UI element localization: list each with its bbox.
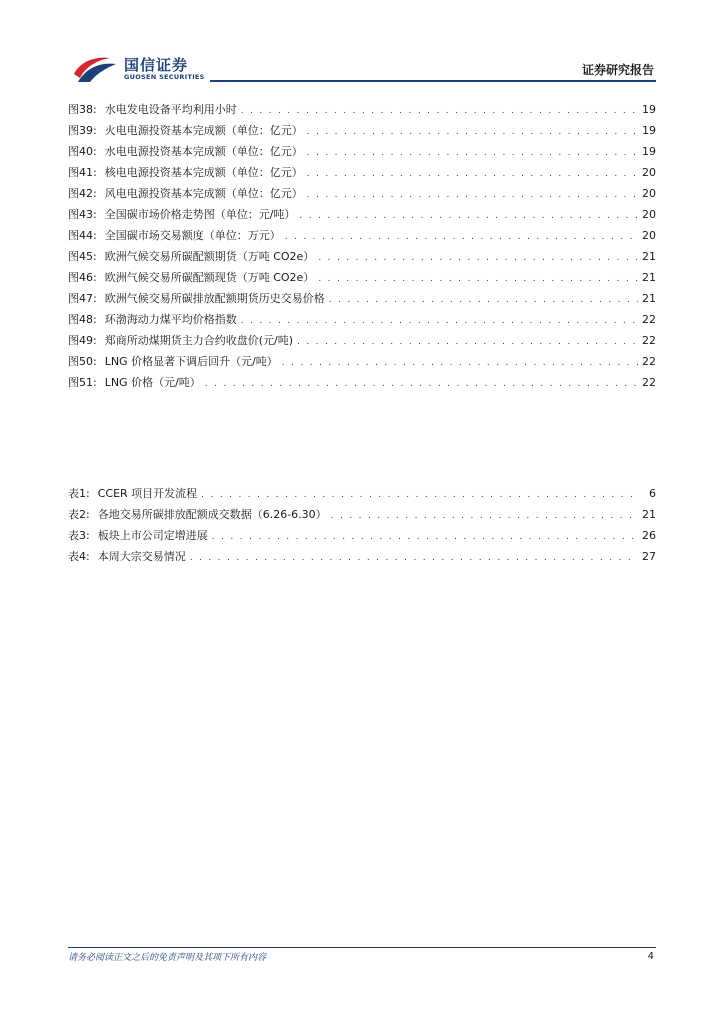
brand-name-cn: 国信证券 xyxy=(124,56,189,74)
dot-leader xyxy=(318,274,638,284)
dot-leader xyxy=(318,253,638,263)
figure-entry[interactable] xyxy=(68,143,656,164)
figure-label: 图43: xyxy=(68,208,97,221)
figure-page-number: 22 xyxy=(642,355,656,368)
figure-title: 火电电源投资基本完成额（单位：亿元） xyxy=(104,124,303,137)
figure-entry[interactable] xyxy=(68,269,656,290)
figure-page-number: 21 xyxy=(642,292,656,305)
dot-leader xyxy=(331,511,638,521)
dot-leader xyxy=(285,232,638,242)
table-title: 各地交易所碳排放配额成交数据（6.26-6.30） xyxy=(97,508,327,521)
table-entry[interactable] xyxy=(68,485,656,506)
figure-page-number: 20 xyxy=(642,166,656,179)
figure-title: 欧洲气候交易所碳配额期货（万吨 CO2e） xyxy=(104,250,315,263)
page-number: 4 xyxy=(647,951,654,962)
table-page-number: 27 xyxy=(642,550,656,563)
figure-entry[interactable] xyxy=(68,311,656,332)
figure-page-number: 22 xyxy=(642,376,656,389)
figure-entry[interactable] xyxy=(68,164,656,185)
dot-leader xyxy=(307,148,638,158)
figure-entry[interactable] xyxy=(68,206,656,227)
figure-page-number: 22 xyxy=(642,334,656,347)
figure-page-number: 20 xyxy=(642,208,656,221)
table-page-number: 6 xyxy=(649,487,656,500)
report-type-label: 证券研究报告 xyxy=(581,63,654,77)
table-entry[interactable] xyxy=(68,506,656,527)
figure-page-number: 21 xyxy=(642,271,656,284)
dot-leader xyxy=(282,358,638,368)
table-label: 表3: xyxy=(68,529,90,542)
table-title: 板块上市公司定增进展 xyxy=(97,529,208,542)
dot-leader xyxy=(205,379,638,389)
figure-title: 全国碳市场价格走势图（单位：元/吨） xyxy=(104,208,296,221)
figure-entry[interactable] xyxy=(68,374,656,395)
figure-title: LNG 价格（元/吨） xyxy=(104,376,201,389)
dot-leader xyxy=(329,295,638,305)
tables-index xyxy=(68,485,656,569)
guosen-logo-icon xyxy=(72,52,118,84)
dot-leader xyxy=(307,190,638,200)
figure-label: 图44: xyxy=(68,229,97,242)
table-title: 本周大宗交易情况 xyxy=(97,550,186,563)
figure-page-number: 19 xyxy=(642,124,656,137)
figure-title: 核电电源投资基本完成额（单位：亿元） xyxy=(104,166,303,179)
page-header xyxy=(0,0,724,90)
figure-entry[interactable] xyxy=(68,332,656,353)
dot-leader xyxy=(307,127,638,137)
table-entry[interactable] xyxy=(68,527,656,548)
figure-entry[interactable] xyxy=(68,185,656,206)
dot-leader xyxy=(212,532,638,542)
figure-page-number: 19 xyxy=(642,103,656,116)
dot-leader xyxy=(297,337,638,347)
figure-label: 图39: xyxy=(68,124,97,137)
figure-title: 水电发电设备平均利用小时 xyxy=(104,103,237,116)
figure-label: 图46: xyxy=(68,271,97,284)
figure-page-number: 20 xyxy=(642,187,656,200)
guosen-logo xyxy=(72,52,222,86)
figure-entry[interactable] xyxy=(68,290,656,311)
figure-page-number: 22 xyxy=(642,313,656,326)
dot-leader xyxy=(190,553,638,563)
figure-page-number: 21 xyxy=(642,250,656,263)
dot-leader xyxy=(241,316,638,326)
figure-label: 图45: xyxy=(68,250,97,263)
figure-title: 环渤海动力煤平均价格指数 xyxy=(104,313,237,326)
dot-leader xyxy=(299,211,638,221)
table-entry[interactable] xyxy=(68,548,656,569)
dot-leader xyxy=(307,169,638,179)
table-page-number: 21 xyxy=(642,508,656,521)
figure-title: 欧洲气候交易所碳配额现货（万吨 CO2e） xyxy=(104,271,315,284)
figure-entry[interactable] xyxy=(68,227,656,248)
dot-leader xyxy=(241,106,638,116)
figure-title: 全国碳市场交易额度（单位：万元） xyxy=(104,229,281,242)
table-label: 表1: xyxy=(68,487,90,500)
figure-label: 图40: xyxy=(68,145,97,158)
figure-label: 图51: xyxy=(68,376,97,389)
figure-title: 风电电源投资基本完成额（单位：亿元） xyxy=(104,187,303,200)
figure-entry[interactable] xyxy=(68,122,656,143)
brand-name-en: GUOSEN SECURITIES xyxy=(124,73,205,81)
figure-entry[interactable] xyxy=(68,248,656,269)
figure-title: 欧洲气候交易所碳排放配额期货历史交易价格 xyxy=(104,292,325,305)
figure-label: 图49: xyxy=(68,334,97,347)
table-title: CCER 项目开发流程 xyxy=(97,487,198,500)
figure-label: 图50: xyxy=(68,355,97,368)
figure-page-number: 19 xyxy=(642,145,656,158)
disclaimer-text: 请务必阅读正文之后的免责声明及其项下所有内容 xyxy=(68,953,267,963)
figure-page-number: 20 xyxy=(642,229,656,242)
table-label: 表4: xyxy=(68,550,90,563)
figure-entry[interactable] xyxy=(68,101,656,122)
figure-title: 水电电源投资基本完成额（单位：亿元） xyxy=(104,145,303,158)
figure-label: 图38: xyxy=(68,103,97,116)
figure-entry[interactable] xyxy=(68,353,656,374)
figure-label: 图48: xyxy=(68,313,97,326)
dot-leader xyxy=(201,490,638,500)
figure-title: LNG 价格显著下调后回升（元/吨） xyxy=(104,355,278,368)
table-page-number: 26 xyxy=(642,529,656,542)
figure-title: 郑商所动煤期货主力合约收盘价(元/吨) xyxy=(104,334,293,347)
figure-label: 图41: xyxy=(68,166,97,179)
figures-index xyxy=(68,101,656,395)
figure-label: 图47: xyxy=(68,292,97,305)
footer-divider xyxy=(68,947,656,948)
header-divider xyxy=(210,80,656,82)
figure-label: 图42: xyxy=(68,187,97,200)
table-label: 表2: xyxy=(68,508,90,521)
